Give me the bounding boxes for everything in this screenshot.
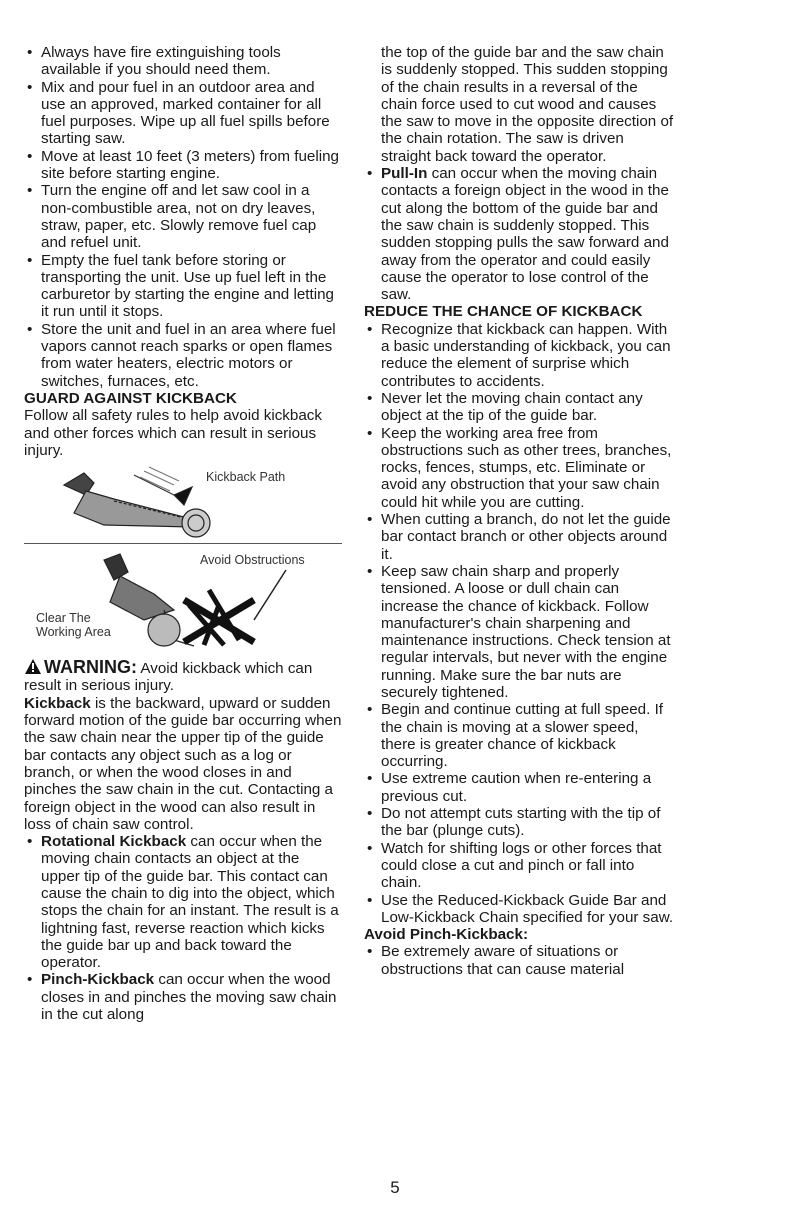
- kickback-definition: [24, 695, 342, 833]
- kickback-def-text: is the backward, upward or sudden forward motion of the guide bar occurring when the saw chain near the upper tip of the guide bar contacts any object such as a log or branch, or when the wood closes in and pinches the saw chain in the cut. Contacting a foreign object in the wood can also result in loss of chain saw control.: [24, 694, 342, 833]
- avoid-obstructions-figure: [24, 550, 342, 652]
- pullin-def-text: can occur when the moving chain contacts a foreign object in the wood in the cut along the bottom of the guide bar and the saw chain is suddenly stopped. This sudden stopping pulls the saw forward and away from the operator and could easily cause the operator to lose control of the saw.: [381, 165, 669, 304]
- guard-heading: GUARD AGAINST KICKBACK: [24, 389, 237, 407]
- list-item: • Keep the working area free from obstructions such as other trees, branches, rocks, fences, stumps, etc. Eliminate or avoid any obstruction that your saw chain could hit while you are cutting.: [364, 425, 676, 511]
- list-item: • Move at least 10 feet (3 meters) from fueling site before starting engine.: [24, 148, 342, 183]
- list-item: • Use the Reduced-Kickback Guide Bar and Low-Kickback Chain specified for your saw.: [364, 892, 676, 927]
- fig-label-kickback-path: Kickback Path: [206, 470, 286, 485]
- list-item: • Empty the fuel tank before storing or transporting the unit. Use up fuel left in the carburetor by starting the engine and letting it run until it stops.: [24, 252, 342, 321]
- list-item: • Recognize that kickback can happen. With a basic understanding of kickback, you can reduce the element of surprise which contributes to accidents.: [364, 321, 676, 390]
- list-item: • Store the unit and fuel in an area where fuel vapors cannot reach sparks or open flames from water heaters, electric motors or switches, furnaces, etc.: [24, 321, 342, 390]
- right-column: [364, 44, 676, 978]
- warning-line: [24, 658, 342, 695]
- pinch-def-text: can occur when the wood closes in and pinches the moving saw chain in the cut along: [41, 971, 337, 1024]
- list-item: • Use extreme caution when re-entering a previous cut.: [364, 770, 676, 805]
- list-item: • Turn the engine off and let saw cool in a non-combustible area, not on dry leaves, straw, paper, etc. Slowly remove fuel cap and refuel unit.: [24, 182, 342, 251]
- fig-label-avoid-obstructions: Avoid Obstructions: [200, 553, 305, 568]
- fig-label-clear-working-area: Clear The Working Area: [36, 611, 111, 640]
- continued-text: the top of the guide bar and the saw chain is suddenly stopped. This sudden stopping of the chain results in a reversal of the chain force used to cut wood and causes the saw to move in the opposite direction of the chain rotation. The saw is driven straight back toward the operator.: [381, 44, 674, 165]
- warning-word: WARNING:: [44, 657, 137, 678]
- kickback-path-figure: [24, 465, 342, 544]
- rotational-term: Rotational Kickback: [41, 833, 187, 851]
- list-item: • Be extremely aware of situations or obstructions that can cause material: [364, 943, 676, 978]
- chainsaw-kickback-illustration: [24, 465, 342, 543]
- guard-text: Follow all safety rules to help avoid kickback and other forces which can result in serious injury.: [24, 407, 322, 459]
- list-item: • Watch for shifting logs or other forces that could close a cut and pinch or fall into chain.: [364, 840, 676, 892]
- page-number: 5: [390, 1178, 400, 1197]
- pullin-term: Pull-In: [381, 165, 428, 183]
- list-item: • Always have fire extinguishing tools available if you should need them.: [24, 44, 342, 79]
- left-column: [24, 44, 342, 1023]
- list-item: • When cutting a branch, do not let the guide bar contact branch or other objects around it.: [364, 511, 676, 563]
- rotational-def-text: can occur when the moving chain contacts an object at the upper tip of the guide bar. This contact can cause the chain to dig into the object, which stops the chain for an instant. The result is a lightning fast, reverse reaction which kicks the guide bar up and back toward the operator.: [41, 833, 339, 972]
- list-item: [364, 165, 676, 303]
- reduce-heading: REDUCE THE CHANCE OF KICKBACK: [364, 303, 643, 321]
- kickback-term: Kickback: [24, 694, 91, 712]
- pinch-term: Pinch-Kickback: [41, 971, 155, 989]
- list-item: • Begin and continue cutting at full speed. If the chain is moving at a slower speed, there is greater chance of kickback occurring.: [364, 701, 676, 770]
- list-item: • Mix and pour fuel in an outdoor area and use an approved, marked container for all fuel purposes. Wipe up all fuel spills before starting saw.: [24, 79, 342, 148]
- list-item: [24, 971, 342, 1023]
- list-item: [24, 833, 342, 971]
- list-item: • Do not attempt cuts starting with the tip of the bar (plunge cuts).: [364, 805, 676, 840]
- list-item: • Keep saw chain sharp and properly tensioned. A loose or dull chain can increase the chance of kickback. Follow manufacturer's chain sharpening and maintenance instructions. Check tension at regular intervals, but never with the engine running. Make sure the bar nuts are securely tightened.: [364, 563, 676, 701]
- warning-triangle-icon: [24, 658, 42, 675]
- obstructions-illustration: [24, 550, 342, 652]
- warning-text: Avoid kickback which can result in serious injury.: [24, 660, 313, 695]
- list-item: • Never let the moving chain contact any object at the tip of the guide bar.: [364, 390, 676, 425]
- avoid-pinch-heading: Avoid Pinch-Kickback:: [364, 926, 529, 944]
